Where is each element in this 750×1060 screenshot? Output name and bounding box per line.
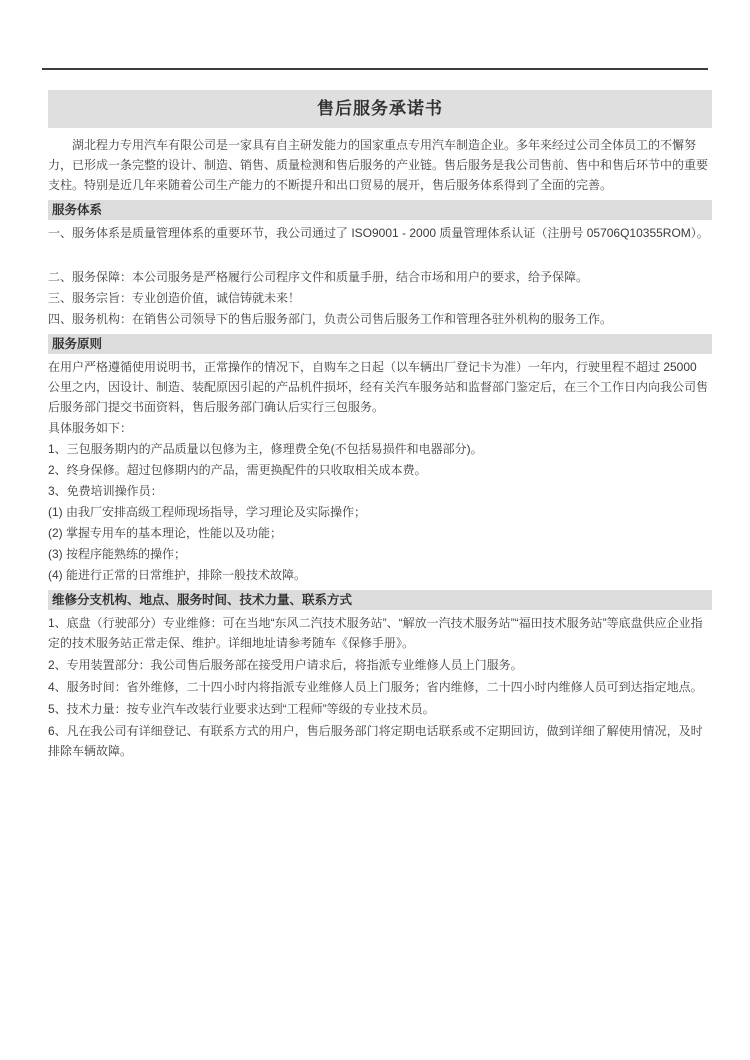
blank-space (48, 244, 712, 266)
repair-branches-list (48, 613, 712, 761)
list-item: 6、凡在我公司有详细登记、有联系方式的用户，售后服务部门将定期电话联系或不定期回访，做到详细了解使用情况，及时排除车辆故障。 (48, 724, 703, 758)
intro-paragraph: 湖北程力专用汽车有限公司是一家具有自主研发能力的国家重点专用汽车制造企业。多年来经过公司全体员工的不懈努力，已形成一条完整的设计、制造、销售、质量检测和售后服务的产业链。售后服务是我公司售前、售中和售后环节中的重要支柱。特别是近几年来随着公司生产能力的不断提升和出口贸易的展开，售后服务体系得到了全面的完善。 (48, 138, 709, 192)
sub-list-item: (4) 能进行正常的日常维护，排除一般技术故障。 (48, 568, 307, 582)
list-item: 1、三包服务期内的产品质量以包修为主，修理费全免(不包括易损件和电器部分)。 (48, 442, 483, 456)
document-body (48, 90, 712, 763)
paragraph: 具体服务如下： (48, 421, 133, 435)
sub-list-item: (2) 掌握专用车的基本理论，性能以及功能； (48, 526, 283, 540)
list-item: 四、服务机构：在销售公司领导下的售后服务部门，负责公司售后服务工作和管理各驻外机构的服务工作。 (48, 312, 613, 326)
sub-list-item: (3) 按程序能熟练的操作； (48, 547, 187, 561)
section-heading-service-principles: 服务原则 (48, 334, 712, 354)
sub-list-item: (1) 由我厂安排高级工程师现场指导，学习理论及实际操作； (48, 505, 367, 519)
top-divider (42, 68, 708, 70)
list-item: 2、专用装置部分：我公司售后服务部在接受用户请求后，将指派专业维修人员上门服务。 (48, 658, 523, 672)
list-item: 2、终身保修。超过包修期内的产品，需更换配件的只收取相关成本费。 (48, 463, 427, 477)
list-item: 1、底盘（行驶部分）专业维修：可在当地“东风二汽技术服务站”、“解放一汽技术服务站”“福田技术服务站”等底盘供应企业指定的技术服务站正常走保、维护。详细地址请参考随车《保修手册》。 (48, 616, 703, 650)
list-item: 5、技术力量：按专业汽车改装行业要求达到“工程师”等级的专业技术员。 (48, 702, 435, 716)
page-title: 售后服务承诺书 (48, 90, 712, 128)
list-item: 三、服务宗旨：专业创造价值，诚信铸就未来！ (48, 291, 301, 305)
section-heading-repair-branches: 维修分支机构、地点、服务时间、技术力量、联系方式 (48, 590, 712, 610)
paragraph: 在用户严格遵循使用说明书，正常操作的情况下，自购车之日起（以车辆出厂登记卡为准）一年内，行驶里程不超过 25000 公里之内，因设计、制造、装配原因引起的产品机件损坏，经有关汽车服务站和监督部门鉴定后，在三个工作日内向我公司售后服务部门提交书面资料，售后服务部门确认后实行三包服务。 (48, 360, 709, 414)
list-item: 二、服务保障：本公司服务是严格履行公司程序文件和质量手册，结合市场和用户的要求，给予保障。 (48, 270, 589, 284)
list-item: 3、免费培训操作员： (48, 484, 163, 498)
list-item: 一、服务体系是质量管理体系的重要环节，我公司通过了 ISO9001 - 2000 质量管理体系认证（注册号 05706Q10355ROM）。 (48, 226, 709, 240)
list-item: 4、服务时间：省外维修，二十四小时内将指派专业维修人员上门服务；省内维修，二十四小时内维修人员可到达指定地点。 (48, 680, 703, 694)
section-heading-service-system: 服务体系 (48, 200, 712, 220)
